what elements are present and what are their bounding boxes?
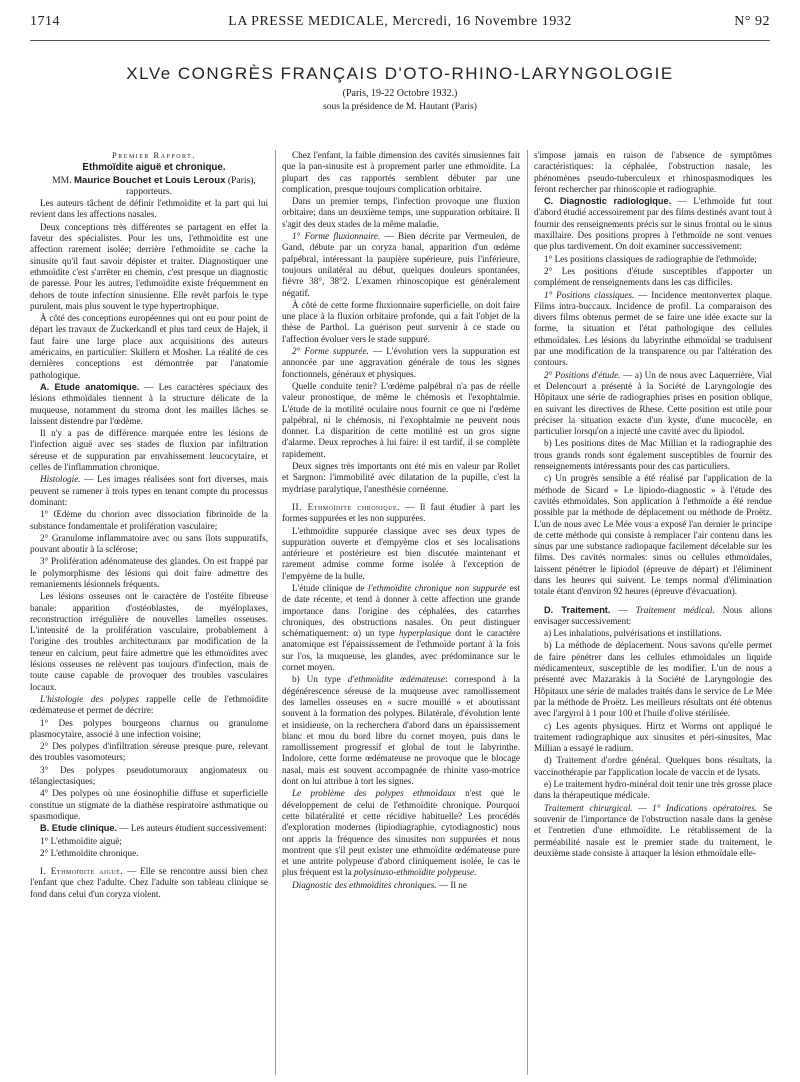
rapport-title: Ethmoïdite aiguë et chronique. xyxy=(82,162,226,174)
paragraph: Dans un premier temps, l'infection provoque une fluxion orbitaire; dans un deuxième temps, une suppuration orbitaire. Il s'agit des deux stades de la même maladie. xyxy=(282,196,520,229)
section-radiology: C. Diagnostic radiologique. — L'ethmoïde fut tout d'abord étudié accessoirement par des films destinés avant tout à fournir des renseignements précis sur le sinus frontal ou le sinus maxillaire. Des positions propres à l'ethmoïde ne sont venues que plus tardivement. On doit examiner successivement: xyxy=(534,196,772,252)
inline-heading: 2° Positions d'étude. xyxy=(544,369,621,380)
inline-heading: L'histologie des polypes xyxy=(40,693,139,704)
column-3 xyxy=(534,150,772,1075)
list-item: b) La méthode de déplacement. Nous savons qu'elle permet de faire pénétrer dans les cellules ethmoïdales un liquide médicamenteux, susceptible de les modifier. L'un de nous a présenté avec Mazarakis à la Société de Laryngologie des Hôpitaux une série de malades traités dans le service de Le Mée par la méthode de Proëtz. Les meilleurs résultats ont été obtenus avec l'argyrol à 1 pour 100 et l'huile d'olive stérilisée. xyxy=(534,640,772,719)
paragraph: c) Un progrès sensible a été réalisé par l'application de la méthode de Sicard « Le lipiodo-diagnostic » à l'étude des cavités ethmoïdales. Son application à l'ethmoïde a été rendue possible par la méthode de déplacement ou méthode de Proëtz. L'un de nous avec Le Mée vous a exposé l'an dernier le principe de cette méthode qui consiste à remplacer l'air contenu dans les sinus par une substance radiopaque facilement décelable sur les films. Des cavités normales: sinus ou cellules ethmoïdales, laissent pénétrer le lipiodol (épreuve de départ) et l'éliminent dans les heures qui suivent. Le temps normal d'élimination totale étant d'environ 92 heures (épreuve d'évacuation). xyxy=(534,473,772,597)
section-heading: A. Etude anatomique. xyxy=(40,381,140,392)
article-title-block xyxy=(40,64,760,112)
paragraph: Deux signes très importants ont été mis en valeur par Rollet et Sargnon: l'immobilité avec dilatation de la pupille, c'est la mydriase paralytique, l'anesthésie cornéenne. xyxy=(282,461,520,494)
list-item: 1° L'ethmoïdite aiguë; xyxy=(40,835,122,846)
list-item: 4° Des polypes où une éosinophilie diffuse et superficielle constitue un stigmate de la diathèse respiratoire asthmatique ou spasmodique. xyxy=(30,788,268,821)
list-item: 3° Des polypes pseudotumoraux angiomateux ou télangiectasiques; xyxy=(30,764,268,787)
paragraph: Il n'y a pas de différence marquée entre les lésions de l'infection aiguë avec ses stades de fluxion par infiltration séreuse et de suppuration par envahissement leucocytaire, et celles de l'inflammation chronique. xyxy=(30,428,268,473)
paragraph: Les auteurs tâchent de définir l'ethmoïdite et la part qui lui revient dans les affections nasales. xyxy=(30,198,268,220)
acute-paragraph: I. Ethmoïdite aiguë. — Elle se rencontre aussi bien chez l'enfant que chez l'adulte. Chez l'adulte son tableau clinique se fond dans celui d'un coryza violent. xyxy=(30,866,268,899)
histology-paragraph: Histologie. — Les images réalisées sont fort diverses, mais peuvent se ramener à trois types en tenant compte du processus dominant: xyxy=(30,474,268,507)
column-1 xyxy=(30,150,268,1075)
list-item: 2° Des polypes d'infiltration séreuse presque pure, relevant des troubles vasomoteurs; xyxy=(30,741,268,763)
list-item: 1° Les positions classiques de radiographie de l'ethmoïde; xyxy=(544,253,757,264)
page-number: 1714 xyxy=(30,14,60,29)
authors-names: Maurice Bouchet et Louis Leroux xyxy=(74,174,226,186)
section-treatment: D. Traitement. — Traitement médical. Nous allons envisager successivement: xyxy=(534,604,772,626)
journal-title-line: LA PRESSE MEDICALE, Mercredi, 16 Novembre 1932 xyxy=(228,14,572,29)
list-item: d) Traitement d'ordre général. Quelques bons résultats, la vaccinothérapie par l'application locale de vaccin et de lysats. xyxy=(534,755,772,777)
list-item: c) Les agents physiques. Hirtz et Worms ont appliqué le traitement radiographique aux sinusites et péri-sinusites, Mac Millian a essayé le radium. xyxy=(534,720,772,754)
list-item: 2° Les positions d'étude susceptibles d'apporter un complément de renseignements dans les cas difficiles. xyxy=(534,265,772,288)
inline-heading: II. Ethmoïdite chronique. xyxy=(292,501,401,512)
list-item: a) Les inhalations, pulvérisations et instillations. xyxy=(544,628,722,639)
congress-presidency: sous la présidence de M. Hautant (Paris) xyxy=(323,102,477,112)
paragraph: Le problème des polypes ethmoïdaux n'est que le développement de celui de l'ethmoïdite chronique. Pourquoi cette bilatéralité et cette récidive habituelle? Les procédés d'exploration modernes (lipiodiagraphie, cytodiagnostic) nous ont appris la fréquence des sinusites non suppurées et nous montrent que s'il peut exister une ethmoïdite œdémateuse pure et une antrite polypeuse d'abord cliniquement isolée, le cas le plus fréquent est la polysinuso-ethmoïdite polypeuse. xyxy=(282,788,520,878)
inline-heading: 1° Positions classiques. xyxy=(544,289,635,300)
paragraph: Chez l'enfant, la faible dimension des cavités sinusiennes fait que la pan-sinusite est à proprement parler une ethmoïdite. La plupart des cas rapportés semblent débuter par une complication, presque toujours complication orbitaire. xyxy=(282,150,520,194)
paragraph: b) Un type d'ethmoïdite œdémateuse: correspond à la dégénérescence séreuse de la muqueuse avec ramollissement des lamelles osseuses en « sucre mouillé » et aboutissant souvent à la formation des polypes. Bilatérale, d'évolution lente et insidieuse, on la recherchera d'abord dans un épaississement blanc et mou du bord libre du cornet moyen, puis dans le ramollissement progressif et global de tout le labyrinthe. Indolore, cette forme œdémateuse ne provoque que le blocage nasal, mais est souvent accompagnée de rhinite vaso-motrice dont on lui attribue à tort les signes. xyxy=(282,674,520,787)
list-item: 1° Des polypes bourgeons charnus ou granulome plasmocytaire, associé à une infection voisine; xyxy=(30,717,268,739)
paragraph: L'ethmoïdite suppurée classique avec ses deux types de suppuration ouverte et d'empyème clos et ses localisations antérieure et postérieure est bien discutée maintenant et rarement admise comme forme isolée à l'exception de l'empyème de la bulle. xyxy=(282,525,520,581)
text-columns xyxy=(30,150,772,1075)
list-item: 1° Œdème du chorion avec dissociation fibrinoïde de la substance fondamentale et prolifération vasculaire; xyxy=(30,509,268,531)
section-clinical: B. Etude clinique. — Les auteurs étudient successivement: xyxy=(40,823,267,834)
section-heading: C. Diagnostic radiologique. xyxy=(544,196,672,207)
suppuree-paragraph: 2° Forme suppurée. — L'évolution vers la suppuration est annoncée par une aggravation générale de tous les signes fonctionnels, généraux et physiques. xyxy=(282,346,520,379)
paragraph: b) Les positions dites de Mac Millian et la radiographie des trous grands ronds sont également susceptibles de fournir des renseignements intéressants pour des cas particuliers. xyxy=(534,438,772,472)
inline-heading: Traitement chirurgical. xyxy=(544,802,633,813)
inline-heading: Histologie. xyxy=(40,474,81,485)
column-2 xyxy=(282,150,520,1075)
congress-title: XLVe CONGRÈS FRANÇAIS D'OTO-RHINO-LARYNGOLOGIE xyxy=(126,64,674,83)
paragraph: L'étude clinique de l'ethmoïdite chronique non suppurée est de date récente, et tend à donner à cette affection une grande importance dans l'origine des céphalées, des catarrhes chroniques, des obstructions nasales. On peut distinguer schématiquement: α) un type hyperplasique dont le caractère anatomique est l'épaississement de l'ethmoïde portant à la fois sur l'os, la muqueuse, les glandes, avec prédominance sur le cornet moyen. xyxy=(282,582,520,673)
section-heading: D. Traitement. xyxy=(544,604,611,615)
paragraph: Diagnostic des ethmoïdites chroniques. — Il ne xyxy=(292,879,467,890)
list-item: 2° L'ethmoïdite chronique. xyxy=(40,847,139,858)
paragraph: Les lésions osseuses ont le caractère de l'ostéite fibreuse banale: apparition d'ostéoblastes, de myéloplaxes, reconstruction irrégulière de nouvelles lamelles osseuses. L'intensité de la prolifération vasculaire, probablement à l'origine des troubles architecturaux par modification de la teneur en calcium, peut faire admettre que les ethmoïdites avec lésions osseuses ne relèvent pas toujours d'infection, mais de toute cause capable de provoquer des troubles vasculaires locaux. xyxy=(30,591,268,692)
authors-suffix: (Paris), rapporteurs. xyxy=(125,174,256,197)
section-heading: B. Etude clinique. xyxy=(40,823,118,834)
inline-heading: 2° Forme suppurée. xyxy=(292,346,369,357)
section-anatomy: A. Etude anatomique. — Les caractères spéciaux des lésions ethmoïdales tiennent à la structure délicate de la muqueuse, notamment du stroma dont les mailles lâches se laissent distendre par l'œdème. xyxy=(30,381,268,426)
paragraph: 2° Positions d'étude. — a) Un de nous avec Laquerrière, Vial et Delencourt a présenté à la Société de Laryngologie des Hôpitaux une série de radiographies prises en position oblique, en suivant les directives de Rhese. Cette position est utile pour préciser la situation exacte d'un kyste, d'une mucocèle, en particulier lorsqu'on a injecté une cavité avec du lipiodol. xyxy=(534,369,772,437)
fluxion-paragraph: 1° Forme fluxionnaire. — Bien décrite par Vermeulen, de Gand, débute par un coryza banal, apparition d'un œdème palpébral, intéressant la paupière supérieure, puis l'inférieure, toujours unilatéral au début, quelques douleurs spontanées, fièvre 38°, 38°2. L'examen rhinoscopique est généralement négatif. xyxy=(282,231,520,298)
issue-number: N° 92 xyxy=(734,14,770,29)
paragraph: Deux conceptions très différentes se partagent en effet la faveur des spécialistes. Pour les uns, l'ethmoïdite est une affection rarement isolée; derrière l'ethmoïdite se cache la sinusite qu'il faut savoir dépister et traiter. Diagnostiquer une ethmoïdite c'est s'arrêter en chemin, c'est presque un diagnostic de paresse. Pour les autres, l'ethmoïdite existe fréquemment en dehors de toute infection sinusienne. Elle revêt parfois le type purulent, mais plus souvent le type hypertrophique. xyxy=(30,221,268,311)
paragraph: Traitement chirurgical. — 1° Indications opératoires. Se souvenir de l'importance de l'obstruction nasale dans la genèse et l'entretien d'une ethmoïdite. Le rétablissement de la perméabilité nasale est le premier stade du traitement, le deuxième stade consiste à attaquer la lésion ethmoïdale elle- xyxy=(534,802,772,858)
list-item: e) Le traitement hydro-minéral doit tenir une très grosse place dans la thérapeutique médicale. xyxy=(534,779,772,801)
inline-heading: 1° Forme fluxionnaire. xyxy=(292,231,381,242)
congress-location: (Paris, 19-22 Octobre 1932.) xyxy=(342,88,458,99)
authors-prefix: MM. xyxy=(52,174,72,186)
inline-heading: I. Ethmoïdite aiguë. xyxy=(40,866,124,877)
list-item: 2° Granulome inflammatoire avec ou sans îlots suppuratifs, pouvant aboutir à la sclérose; xyxy=(30,532,268,555)
list-item: 3° Prolifération adénomateuse des glandes. On est frappé par le polymorphisme des lésions qui doit faire admettre des remaniements lésionnels fréquents. xyxy=(30,556,268,589)
column-divider xyxy=(275,150,276,1075)
paragraph: À côté de cette forme fluxionnaire superficielle, on doit faire une place à la fluxion orbitaire profonde, qui a fait l'objet de la thèse de Parthol. La guérison peut survenir à ce stade ou l'affection évoluer vers le stade suppuré. xyxy=(282,299,520,344)
running-header xyxy=(30,12,770,34)
paragraph: À côté des conceptions européennes qui ont eu pour point de départ les travaux de Zuckerkandl et plus tard ceux de Hajek, il faut faire une large place aux acquisitions des auteurs américains, en particulier: Skillern et Mosher. La réalité de ces dernières conceptions est démontrée par l'anatomie pathologique. xyxy=(30,313,268,380)
chronic-paragraph: II. Ethmoïdite chronique. — Il faut étudier à part les formes suppurées et les non suppurées. xyxy=(282,501,520,524)
header-divider xyxy=(30,40,770,41)
rapport-label: Premier Rapport. xyxy=(112,150,196,160)
column-divider xyxy=(527,150,528,1075)
polyp-histology-paragraph: L'histologie des polypes rappelle celle de l'ethmoïdite œdémateuse et permet de décrire: xyxy=(30,693,268,716)
authors-line xyxy=(30,175,268,198)
paragraph: s'impose jamais en raison de l'absence de symptômes caractéristiques: la céphalée, l'obstruction nasale, les phénomènes pseudo-tuberculeux et rhinospasmodiques les feront rechercher par rhinoscopie et radiographie. xyxy=(534,150,772,194)
paragraph: 1° Positions classiques. — Incidence mentonvertex plaque. Films intra-buccaux. Incidence de profil. La comparaison des divers films obtenus permet de se faire une idée exacte sur la forme, la situation et l'état pathologique des cellules ethmoïdales. Les lésions du labyrinthe ethmoïdal se traduisent par une modification de la transparence ou par l'altération des contours. xyxy=(534,289,772,368)
paragraph: Quelle conduite tenir? L'œdème palpébral n'a pas de réelle valeur pronostique, de même le chémosis et l'exophtalmie. L'étude de la motilité oculaire nous fournit ce que ni l'œdème palpébral, ni le chémosis, ni l'exophtalmie ne peuvent nous donner. La disparition de cette motilité est un gros signe d'alarme. Deux reproches à lui faire: il est tardif, il se complète rapidement. xyxy=(282,380,520,459)
